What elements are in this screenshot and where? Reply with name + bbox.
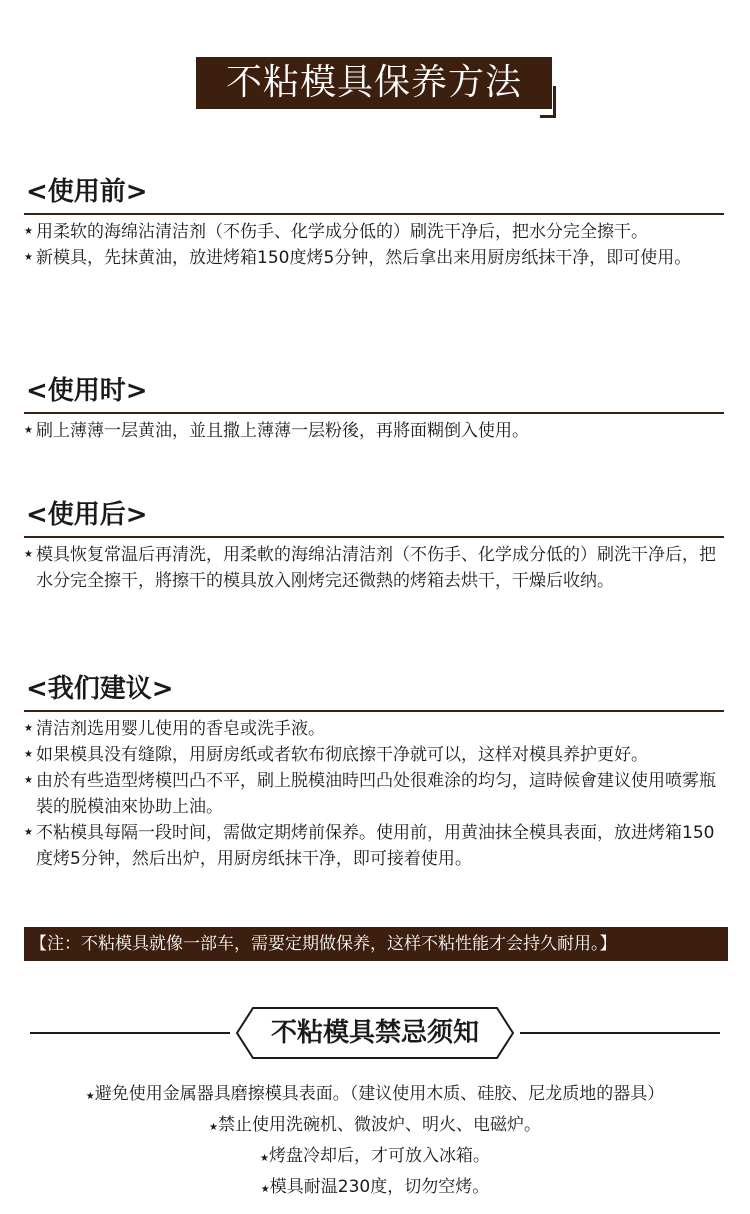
page-title-banner [196,57,552,109]
star-icon: ★ [24,775,33,786]
section-divider [24,536,724,538]
list-item [0,1142,750,1173]
section-title: <使用前> [26,177,148,207]
star-icon: ★ [24,549,33,560]
note-text: 【注：不粘模具就像一部车，需要定期做保养，这样不粘性能才会持久耐用。】 [30,934,617,954]
bullet-list [24,418,724,444]
star-icon: ★ [24,252,33,263]
section-title: <使用时> [26,376,148,406]
list-item-text: 由於有些造型烤模凹凸不平，刷上脱模油時凹凸处很难涂的均匀，這時候會建议使用喷雾瓶裝的脱模油來协助上油。 [36,771,716,817]
taboo-header [30,1006,720,1060]
list-item [24,219,724,245]
list-item [0,1173,750,1204]
list-item-text: 避免使用金属器具磨擦模具表面。（建议使用木质、硅胶、尼龙质地的器具） [94,1084,665,1104]
list-item [24,716,724,742]
list-item [0,1080,750,1111]
taboo-title: 不粘模具禁忌须知 [270,1018,479,1048]
taboo-divider-left [30,1032,230,1034]
bullet-list [24,542,724,594]
section-title: <使用后> [26,500,148,530]
taboo-title-frame [235,1006,515,1060]
list-item [24,245,724,271]
list-item [24,542,724,594]
list-item-text: 清洁剂选用婴儿使用的香皂或洗手液。 [36,719,325,739]
star-icon: ★ [24,827,33,838]
list-item-text: 禁止使用洗碗机、微波炉、明火、电磁炉。 [217,1115,541,1135]
list-item-text: 模具恢复常温后再清洗，用柔軟的海绵沾清洁剂（不伤手、化学成分低的）刷洗干净后，把水分完全擦干，將擦干的模具放入刚烤完还微熱的烤箱去烘干，干燥后收纳。 [36,545,716,591]
star-icon: ★ [24,425,33,436]
list-item [0,1111,750,1142]
page-title: 不粘模具保养方法 [225,62,522,103]
list-item-text: 烤盘冷却后，才可放入冰箱。 [268,1146,490,1166]
list-item-text: 用柔软的海绵沾清洁剂（不伤手、化学成分低的）刷洗干净后，把水分完全擦干。 [36,222,648,242]
star-icon: ★ [24,723,33,734]
section-divider [24,213,724,215]
star-icon: ★ [209,1122,218,1133]
star-icon: ★ [260,1153,269,1164]
taboo-list [0,1080,750,1204]
star-icon: ★ [24,749,33,760]
section-divider [24,412,724,414]
list-item [24,768,724,820]
list-item-text: 不粘模具每隔一段时间，需做定期烤前保养。使用前，用黄油抹全模具表面，放进烤箱150度烤5分钟，然后出炉，用厨房纸抹干净，即可接着使用。 [36,823,715,869]
section-during-use [24,374,724,444]
section-divider [24,710,724,712]
banner-corner-decoration [553,86,556,118]
list-item-text: 刷上薄薄一层黄油，並且撒上薄薄一层粉後，再將面糊倒入使用。 [36,421,529,441]
bullet-list [24,716,724,872]
note-banner [24,927,728,961]
star-icon: ★ [260,1184,270,1195]
section-after-use [24,498,724,594]
star-icon: ★ [24,226,33,237]
list-item-text: 模具耐温230度，切勿空烤。 [269,1177,490,1197]
list-item-text: 新模具，先抹黄油，放进烤箱150度烤5分钟，然后拿出来用厨房纸抹干净，即可使用。 [36,248,692,268]
list-item [24,418,724,444]
section-title: <我们建议> [26,674,174,704]
list-item [24,820,724,872]
section-recommendations [24,672,724,872]
bullet-list [24,219,724,271]
taboo-divider-right [520,1032,720,1034]
star-icon: ★ [85,1091,95,1102]
list-item-text: 如果模具没有缝隙，用厨房纸或者软布彻底擦干净就可以，这样对模具养护更好。 [36,745,648,765]
list-item [24,742,724,768]
section-before-use [24,175,724,271]
banner-corner-decoration-bottom [540,115,556,118]
